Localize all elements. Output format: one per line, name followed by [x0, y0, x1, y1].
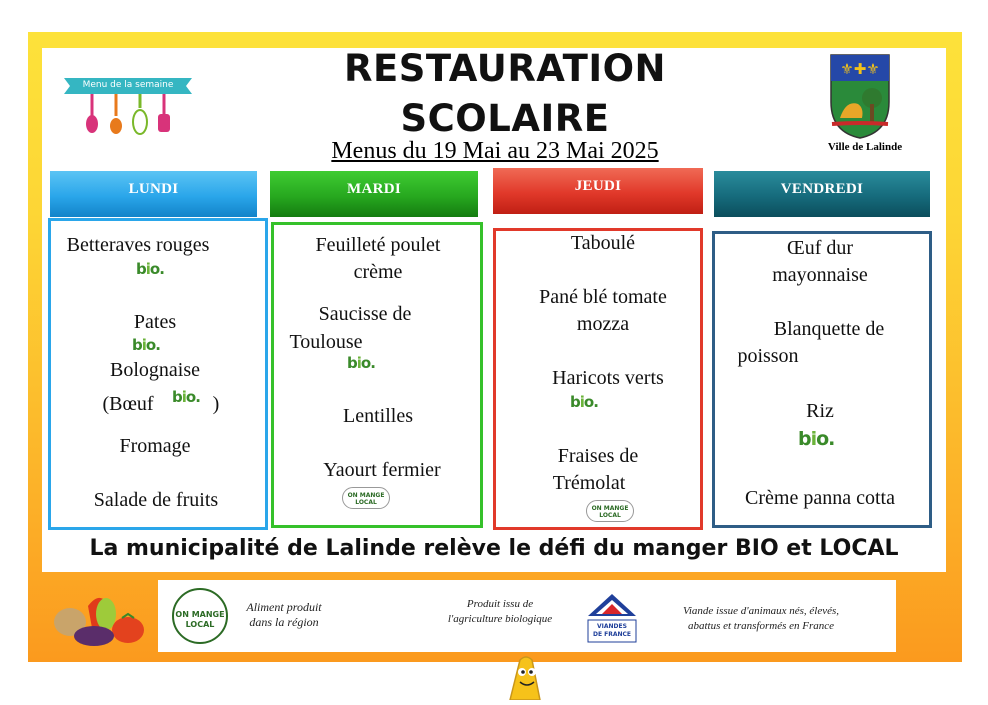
local-badge-line-1: ON MANGE	[591, 505, 629, 512]
menu-item: Trémolat	[552, 472, 626, 494]
menu-logo-text: Menu de la semaine	[82, 80, 174, 90]
day-header-mardi	[270, 171, 478, 217]
local-badge	[342, 487, 390, 509]
day-header-lundi	[50, 171, 257, 217]
page-title	[340, 44, 670, 144]
menu-item: poisson	[737, 345, 799, 367]
svg-text:⚜✚⚜: ⚜✚⚜	[840, 60, 880, 78]
menu-item: Riz	[806, 400, 834, 422]
bio-local-banner: La municipalité de Lalinde relève le défi du manger BIO et LOCAL	[89, 536, 899, 561]
menu-logo	[58, 64, 198, 138]
viande-legend-line-2: abattus et transformés en France	[687, 620, 835, 632]
local-legend-line-1: Aliment produit	[246, 600, 322, 614]
bio-icon: bio.	[132, 336, 160, 354]
bio-icon: bio.	[798, 428, 835, 450]
local-badge-line-1: ON MANGE	[347, 492, 385, 499]
day-name: JEUDI	[574, 178, 622, 194]
bio-icon: bio.	[136, 260, 164, 278]
menu-item: Pané blé tomate	[539, 286, 667, 308]
menu-item: Œuf dur	[786, 237, 854, 259]
menu-item: Saucisse de	[318, 303, 412, 325]
local-badge	[586, 500, 634, 522]
bio-legend-line-2: l'agriculture biologique	[447, 613, 553, 625]
vegetables-icon	[48, 584, 152, 654]
menu-item: Feuilleté poulet	[315, 234, 441, 256]
mascot-icon	[500, 654, 548, 700]
menu-item: mayonnaise	[772, 264, 868, 286]
menu-item: Yaourt fermier	[323, 459, 441, 481]
day-header-vendredi	[714, 171, 930, 217]
menu-item: Bolognaise	[110, 359, 200, 381]
vdf-badge-line-1: VIANDES	[597, 623, 627, 630]
menu-date-range: Menus du 19 Mai au 23 Mai 2025	[331, 138, 659, 164]
menu-item: Fraises de	[557, 445, 639, 467]
menu-item: Haricots verts	[552, 367, 664, 389]
title-line-2: SCOLAIRE	[400, 97, 610, 140]
mascot-illustration	[500, 654, 548, 705]
local-logo-line-1: ON MANGE	[175, 610, 225, 619]
viande-legend-line-1: Viande issue d'animaux nés, élevés,	[682, 605, 840, 617]
day-header-jeudi	[493, 168, 703, 214]
menu-item: Blanquette de	[773, 318, 885, 340]
menu-item: crème	[353, 261, 403, 283]
bio-icon: bio.	[570, 393, 598, 411]
coat-of-arms-icon	[828, 52, 892, 140]
local-legend	[232, 600, 336, 630]
menu-item: Pates	[133, 311, 177, 333]
vdf-badge-line-2: DE FRANCE	[592, 631, 632, 638]
bio-legend-line-1: Produit issu de	[466, 598, 534, 610]
menu-item: Lentilles	[343, 405, 413, 427]
day-name: VENDREDI	[780, 181, 864, 197]
bio-icon: bio.	[347, 354, 375, 372]
menu-item: Salade de fruits	[93, 489, 219, 511]
menu-item: Betteraves rouges	[66, 234, 210, 256]
menu-item: mozza	[576, 313, 630, 335]
day-name: LUNDI	[128, 181, 179, 197]
viande-legend	[646, 604, 876, 634]
menu-item: Crème panna cotta	[745, 487, 895, 509]
city-label: Ville de Lalinde	[827, 141, 903, 153]
title-line-1: RESTAURATION	[344, 47, 666, 90]
viandes-de-france-logo	[584, 590, 640, 651]
viandes-de-france-text	[588, 623, 636, 639]
menu-item: Toulouse	[289, 331, 363, 353]
local-logo-line-2: LOCAL	[185, 620, 215, 629]
vegetables-illustration	[48, 584, 152, 659]
menu-item: )	[212, 393, 220, 415]
on-mange-local-logo	[172, 588, 228, 644]
menu-item: Taboulé	[570, 232, 636, 254]
bio-legend	[430, 597, 570, 627]
utensils-icon	[58, 64, 198, 138]
menu-item: Fromage	[119, 435, 191, 457]
local-badge-line-2: LOCAL	[599, 512, 621, 519]
day-name: MARDI	[347, 181, 401, 197]
local-badge-line-2: LOCAL	[355, 499, 377, 506]
local-legend-line-2: dans la région	[249, 615, 319, 629]
bio-icon: bio.	[172, 388, 200, 406]
menu-item: (Bœuf	[102, 393, 154, 415]
coat-of-arms	[828, 52, 892, 145]
